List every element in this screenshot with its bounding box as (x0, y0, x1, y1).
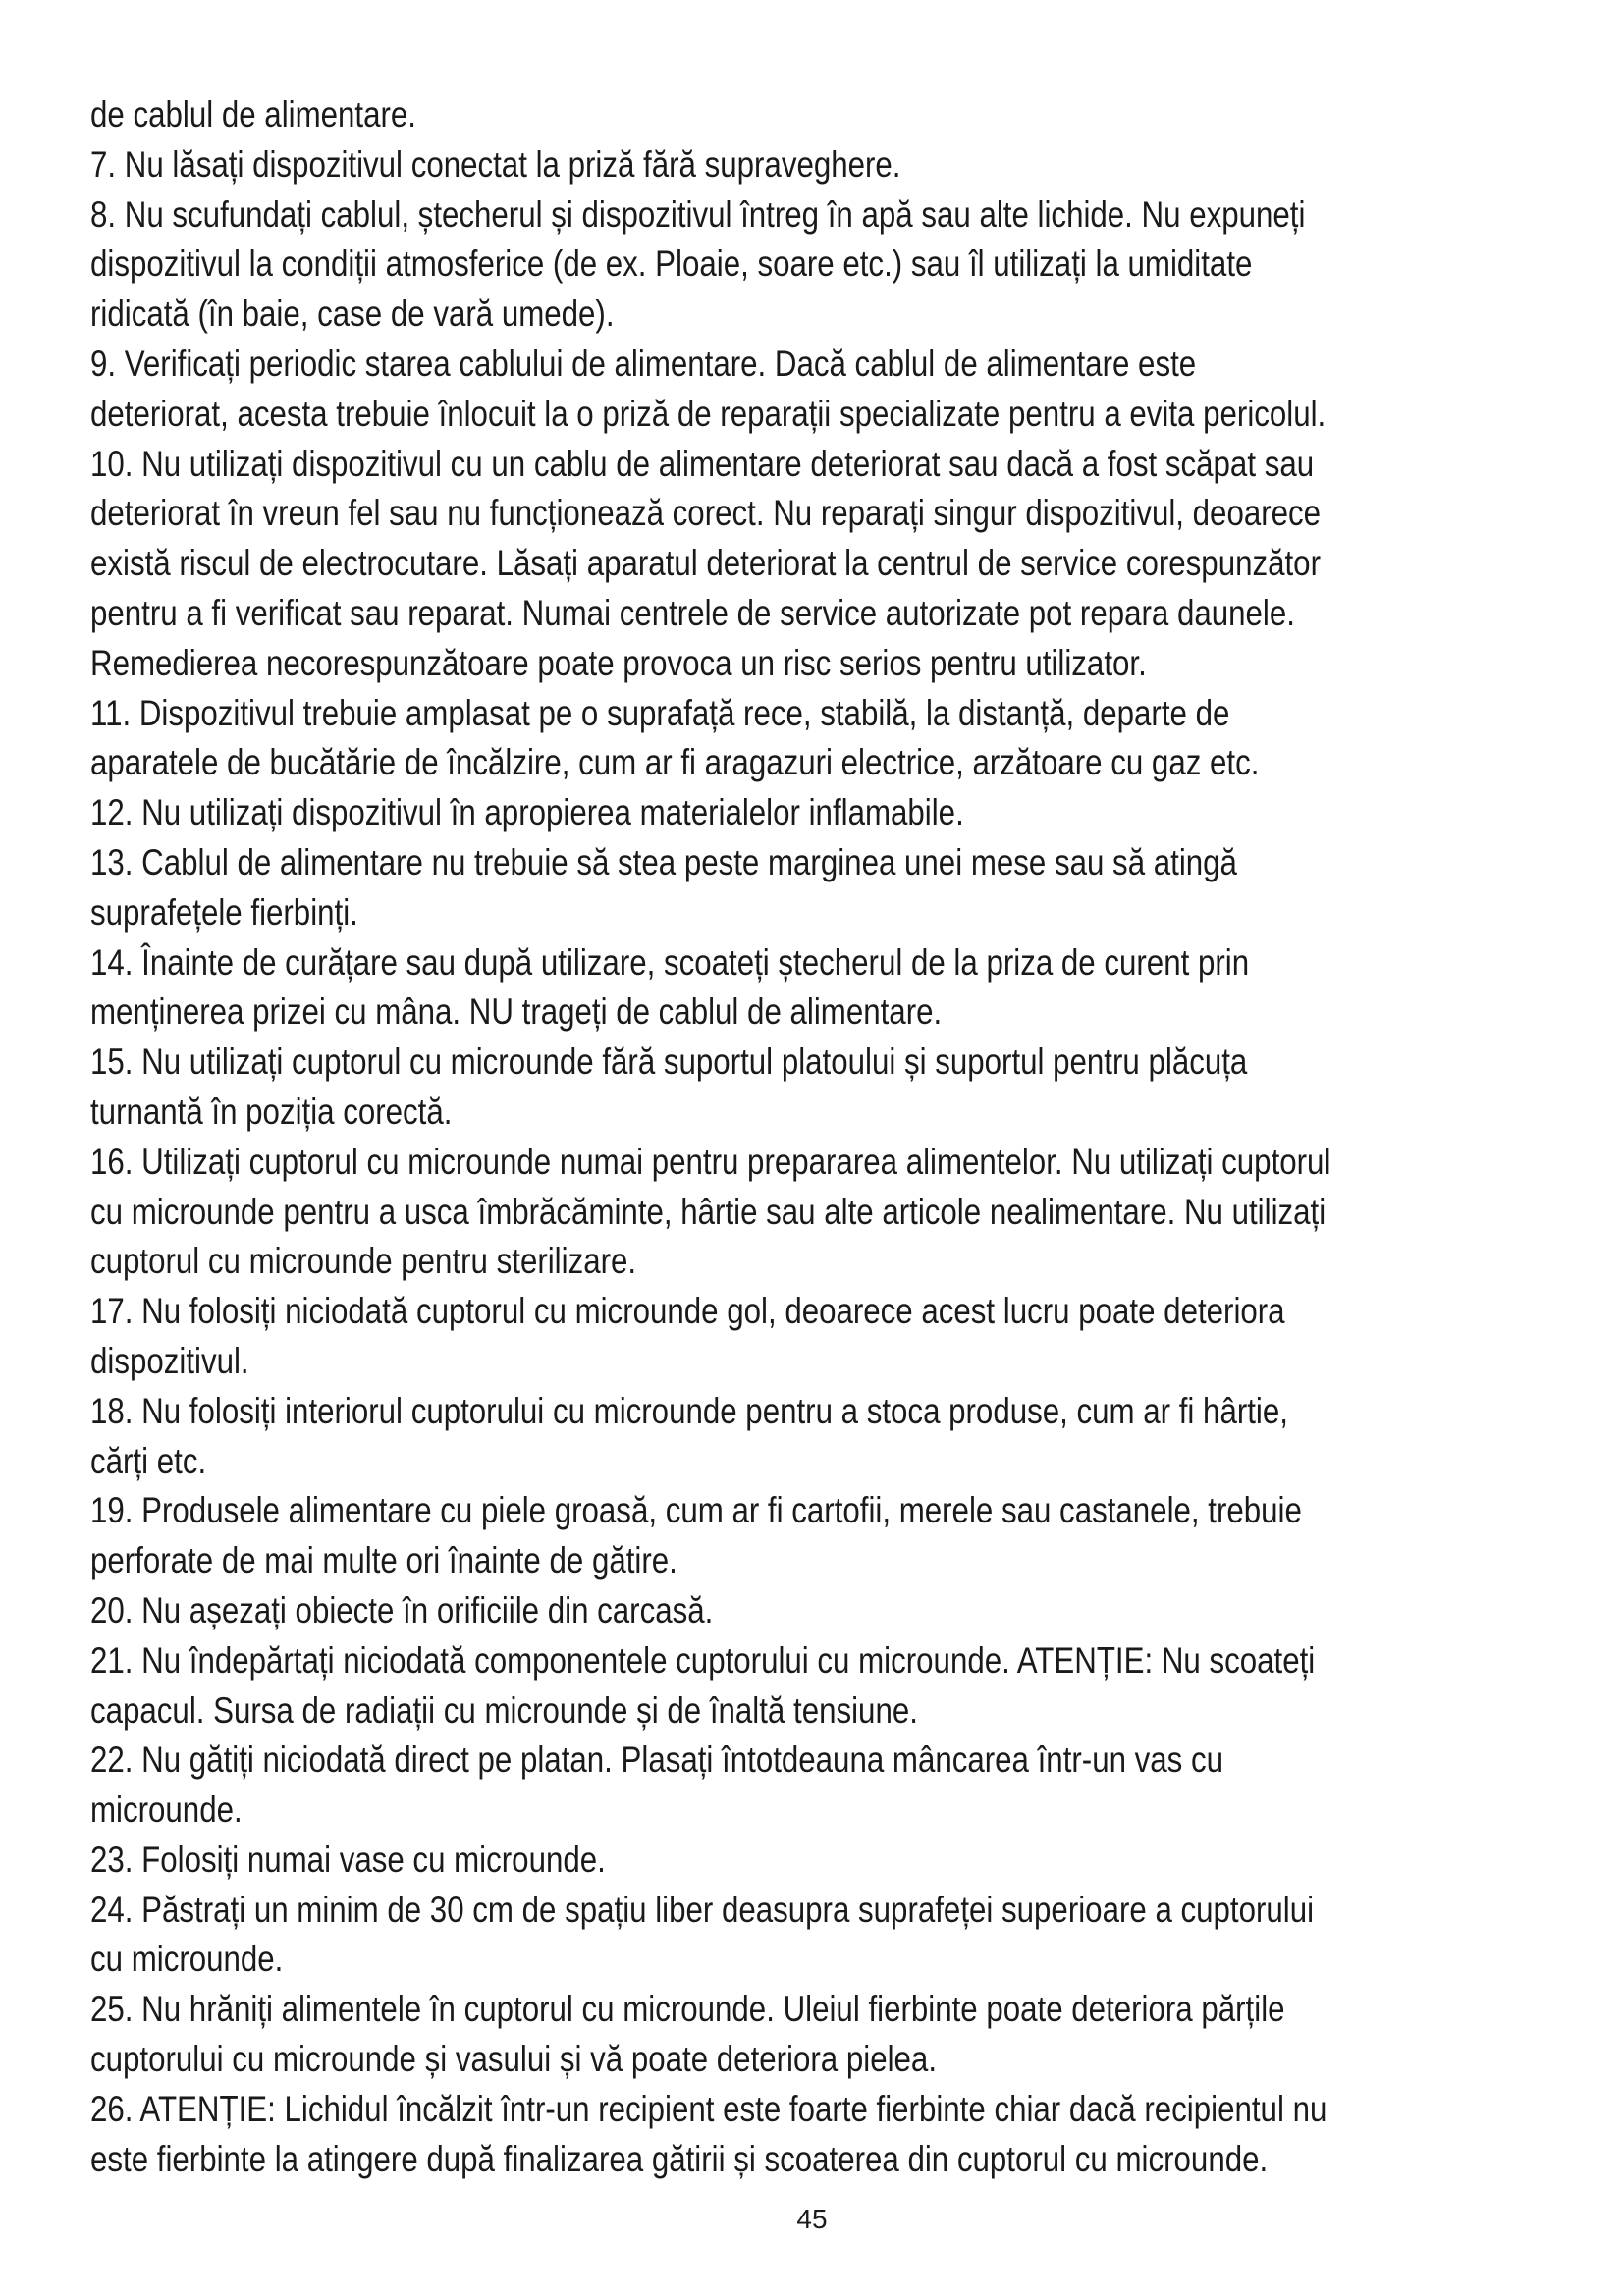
page-number: 45 (796, 2204, 828, 2234)
paragraph-item-14: 14. Înainte de curățare sau după utilizare, scoateți ștecherul de la priza de curent prin menținerea prizei cu mâna. NU trageți de cablul de alimentare. (90, 941, 1250, 1033)
paragraph-item-11: 11. Dispozitivul trebuie amplasat pe o suprafață rece, stabilă, la distanță, departe de aparatele de bucătărie de încălzire, cum ar fi aragazuri electrice, arzătoare cu gaz etc. (90, 692, 1260, 783)
paragraph-item-10: 10. Nu utilizați dispozitivul cu un cablu de alimentare deteriorat sau dacă a fost scăpat sau deteriorat în vreun fel sau nu funcționează corect. Nu reparați singur dispozitivul, deoarece există riscul de electrocutare. Lăsați aparatul deteriorat la centrul de service corespunzător pentru a fi verificat sau reparat. Numai centrele de service autorizate pot repara daunele. Remedierea necorespunzătoare poate provoca un risc serios pentru utilizator. (90, 443, 1322, 683)
paragraph-item-21: 21. Nu îndepărtați niciodată componentele cuptorului cu microunde. ATENȚIE: Nu scoateți capacul. Sursa de radiații cu microunde și de înaltă tensiune. (90, 1639, 1316, 1731)
paragraph-item-12: 12. Nu utilizați dispozitivul în apropierea materialelor inflamabile. (90, 792, 964, 833)
paragraph-item-17: 17. Nu folosiți niciodată cuptorul cu microunde gol, deoarece acest lucru poate deteriora dispozitivul. (90, 1291, 1285, 1381)
paragraph-continuation: de cablul de alimentare. (90, 94, 416, 134)
paragraph-item-19: 19. Produsele alimentare cu piele groasă, cum ar fi cartofii, merele sau castanele, trebuie perforate de mai multe ori înainte de gătire. (90, 1490, 1302, 1581)
paragraph-item-25: 25. Nu hrăniți alimentele în cuptorul cu microunde. Uleiul fierbinte poate deteriora părțile cuptorului cu microunde și vasului și vă poate deteriora pielea. (90, 1989, 1285, 2080)
paragraph-item-23: 23. Folosiți numai vase cu microunde. (90, 1839, 606, 1880)
paragraph-item-8: 8. Nu scufundați cablul, ștecherul și dispozitivul întreg în apă sau alte lichide. Nu expuneți dispozitivul la condiții atmosferice (de ex. Ploaie, soare etc.) sau îl utilizați la umiditate ridicată (în baie, case de vară umede). (90, 193, 1306, 335)
paragraph-item-15: 15. Nu utilizați cuptorul cu microunde fără suportul platoului și suportul pentru plăcuța turnantă în poziția corectă. (90, 1041, 1248, 1132)
document-body (90, 90, 1335, 2184)
paragraph-item-20: 20. Nu așezați obiecte în orificiile din carcasă. (90, 1589, 714, 1630)
paragraph-item-9: 9. Verificați periodic starea cablului de alimentare. Dacă cablul de alimentare este deteriorat, acesta trebuie înlocuit la o priză de reparații specializate pentru a evita pericolul. (90, 343, 1326, 434)
paragraph-item-7: 7. Nu lăsați dispozitivul conectat la priză fără supraveghere. (90, 143, 901, 185)
paragraph-item-13: 13. Cablul de alimentare nu trebuie să stea peste marginea unei mese sau să atingă suprafețele fierbinți. (90, 841, 1237, 933)
paragraph-item-18: 18. Nu folosiți interiorul cuptorului cu microunde pentru a stoca produse, cum ar fi hârtie, cărți etc. (90, 1390, 1288, 1481)
paragraph-item-22: 22. Nu gătiți niciodată direct pe platan. Plasați întotdeauna mâncarea într-un vas cu microunde. (90, 1739, 1224, 1831)
paragraph-item-16: 16. Utilizați cuptorul cu microunde numai pentru prepararea alimentelor. Nu utilizați cuptorul cu microunde pentru a usca îmbrăcăminte, hârtie sau alte articole nealimentare. Nu utilizați cuptorul cu microunde pentru sterilizare. (90, 1141, 1331, 1282)
paragraph-item-24: 24. Păstrați un minim de 30 cm de spațiu liber deasupra suprafeței superioare a cuptorului cu microunde. (90, 1889, 1315, 1980)
paragraph-item-26: 26. ATENȚIE: Lichidul încălzit într-un recipient este foarte fierbinte chiar dacă recipientul nu este fierbinte la atingere după finalizarea gătirii și scoaterea din cuptorul cu microunde. (90, 2088, 1327, 2179)
